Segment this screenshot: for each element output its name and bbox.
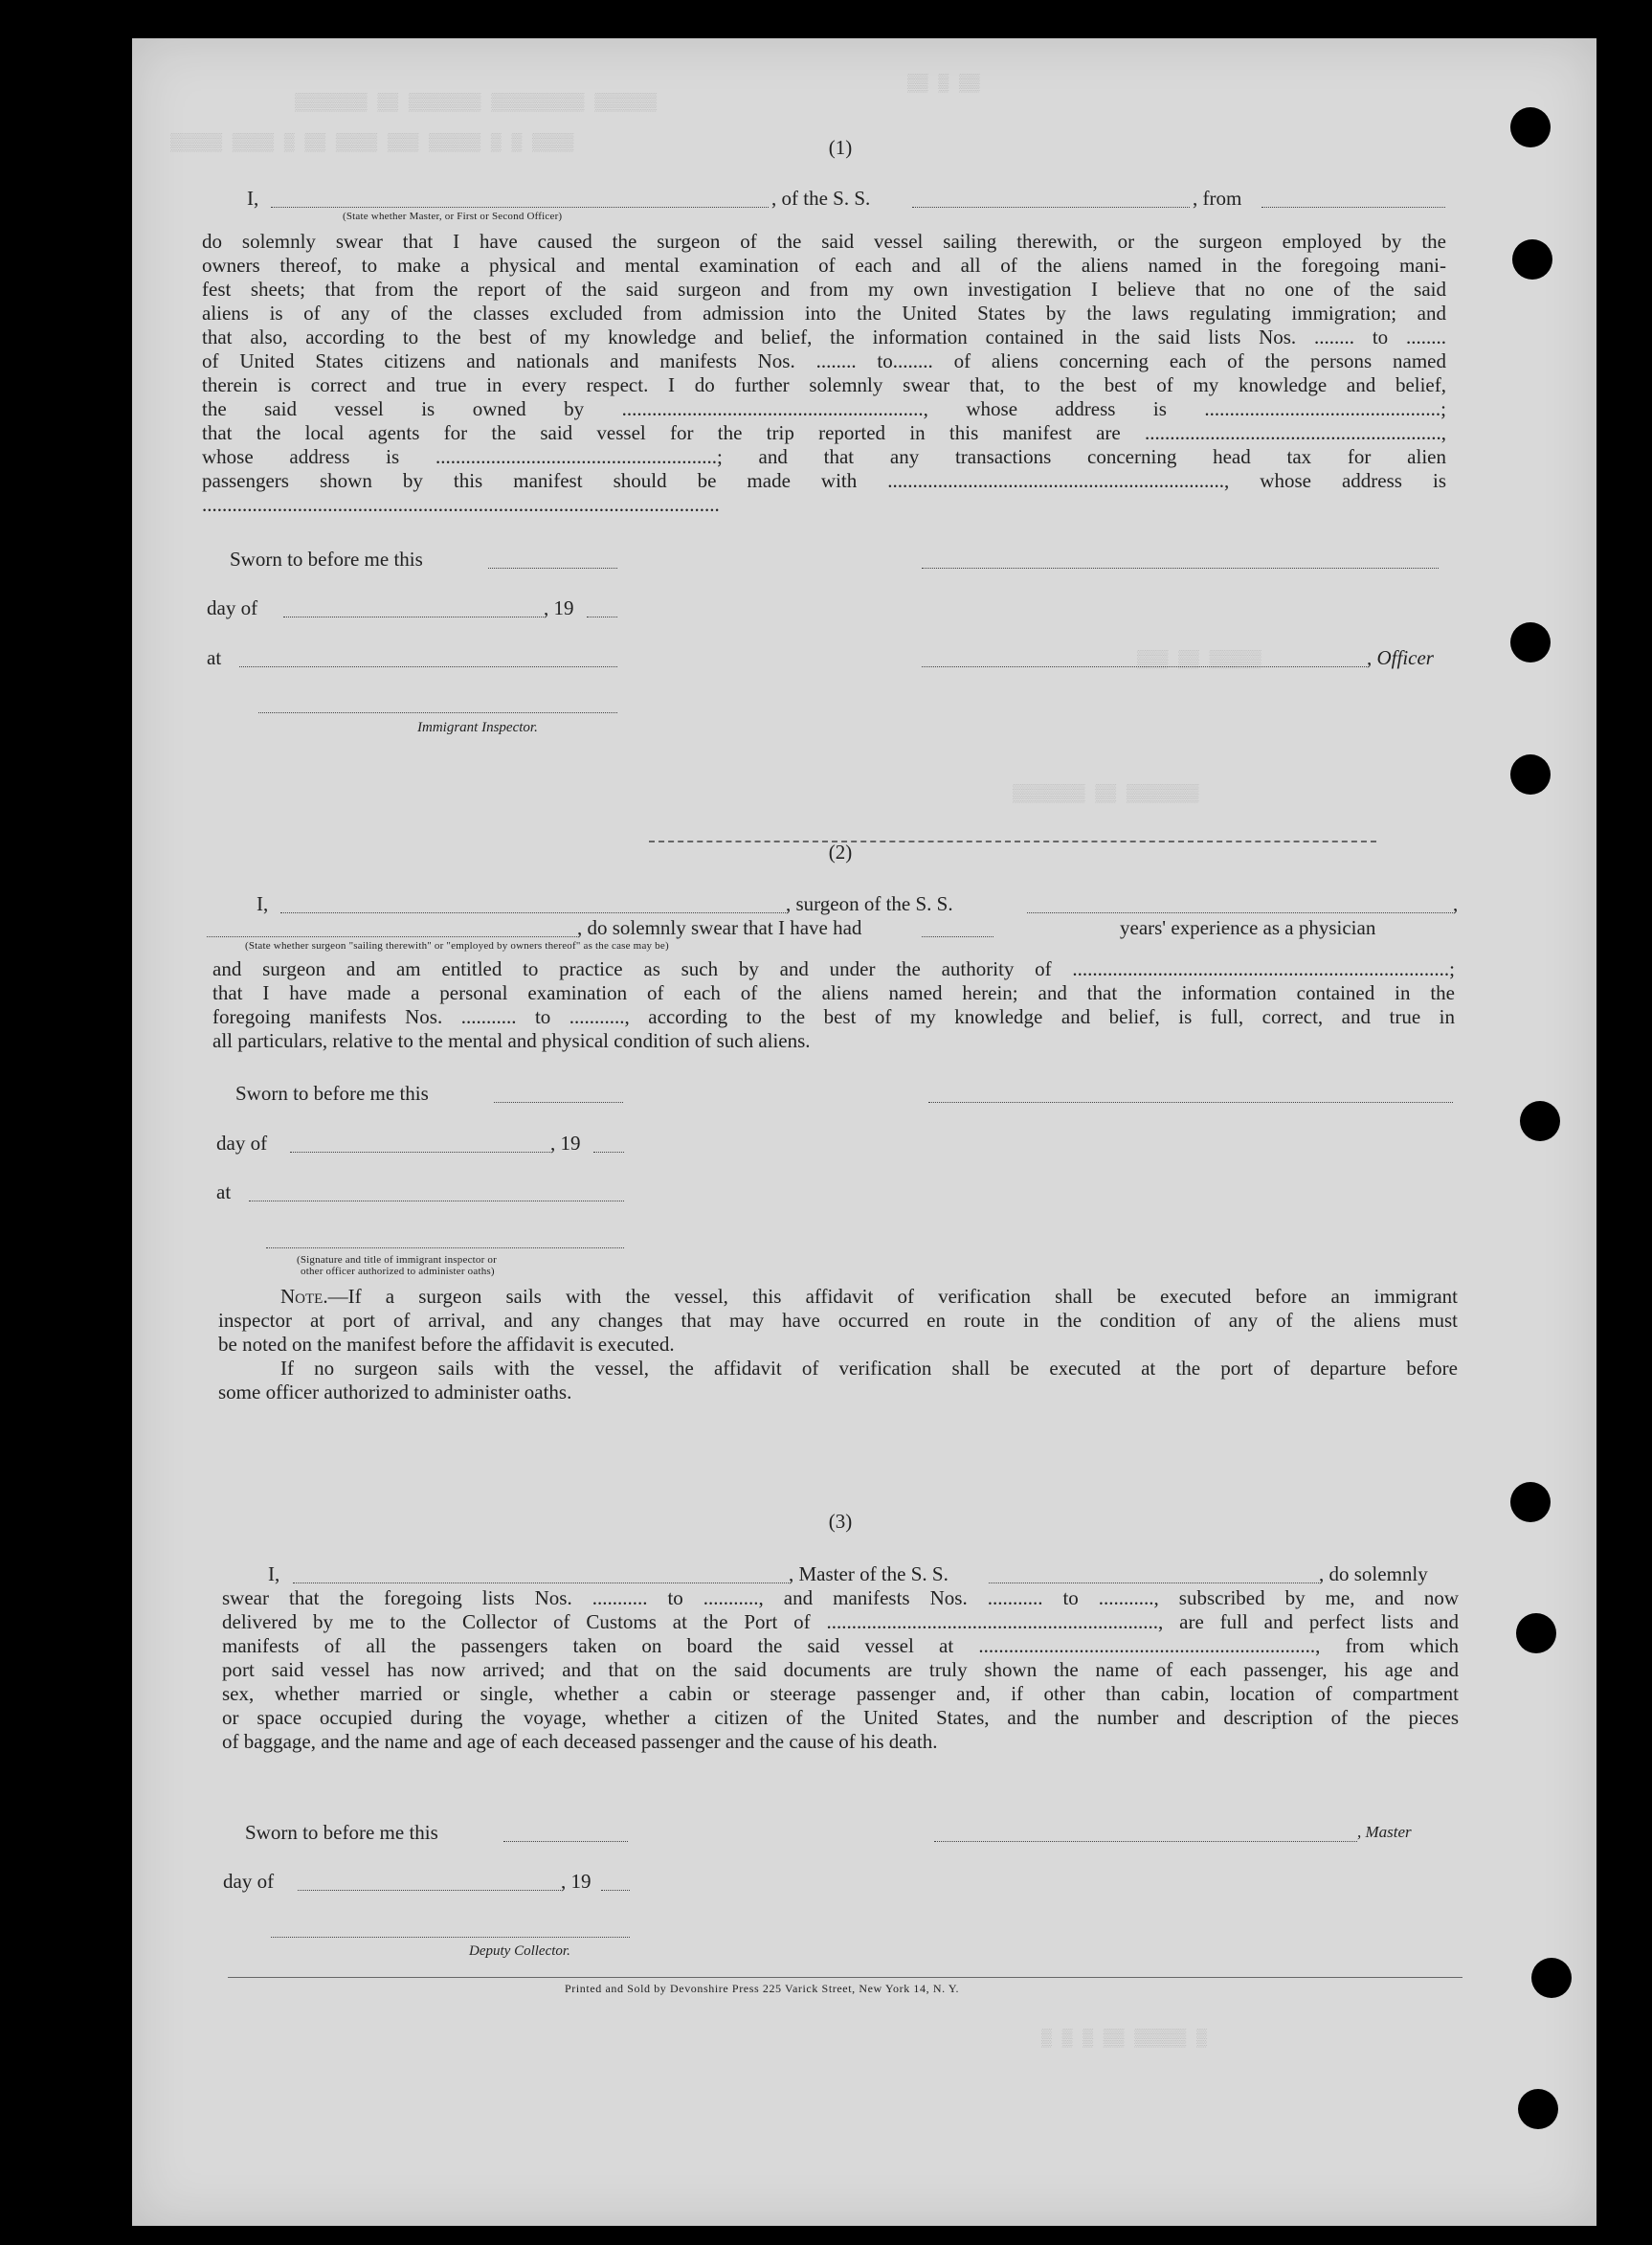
punch-hole (1516, 1613, 1556, 1653)
punch-hole (1520, 1101, 1560, 1141)
punch-hole (1531, 1958, 1572, 1998)
s2-status-field[interactable] (207, 935, 577, 937)
s3-para-line: or space occupied during the voyage, whether a citizen of the United States, and the number and description of the pieces (222, 1706, 1459, 1729)
s3-day-of-label: day of (223, 1870, 275, 1893)
s1-sworn-label: Sworn to before me this (230, 548, 423, 571)
s2-comma: , (1453, 892, 1459, 915)
s2-vessel-field[interactable] (1027, 911, 1453, 913)
s2-para-line: that I have made a personal examination of each of the aliens named herein; and that the information contained in the (212, 981, 1455, 1004)
s1-para-line: that the local agents for the said vessel for the trip reported in this manifest are ..........................................................., (202, 421, 1446, 444)
s2-solemnly: , do solemnly swear that I have had (577, 916, 862, 939)
punch-hole (1510, 1482, 1551, 1522)
s3-vessel-field[interactable] (989, 1582, 1319, 1583)
s3-para-line: delivered by me to the Collector of Customs at the Port of .................................................................., are full and perfect lists and (222, 1610, 1459, 1633)
document-page (132, 38, 1596, 2226)
s2-para-line: all particulars, relative to the mental and physical condition of such aliens. (212, 1029, 811, 1052)
s2-note-text: —If a surgeon sails with the vessel, this affidavit of verification shall be executed before an immigrant (327, 1285, 1458, 1308)
s1-line1-i: I, (247, 187, 259, 210)
s3-para-line: manifests of all the passengers taken on board the said vessel at ..................................................................., from which (222, 1634, 1459, 1657)
s3-solemnly: , do solemnly (1319, 1562, 1428, 1585)
punch-hole (1510, 754, 1551, 795)
s2-line2-caption: (State whether surgeon "sailing therewith" or "employed by owners thereof" as the case may be) (245, 940, 669, 952)
s2-para-line: and surgeon and am entitled to practice as such by and under the authority of ...........................................................................; (212, 957, 1455, 980)
s2-note-line: some officer authorized to administer oaths. (218, 1381, 572, 1403)
s1-para-line: the said vessel is owned by ............................................................, whose address is ...............................................; (202, 397, 1446, 420)
s1-signature-field[interactable] (922, 567, 1439, 569)
s1-vessel-name-field[interactable] (912, 206, 1190, 208)
s1-officer-name-field[interactable] (271, 206, 769, 208)
s3-nineteen: , 19 (561, 1870, 592, 1893)
s2-note-line: be noted on the manifest before the affidavit is executed. (218, 1333, 675, 1356)
s3-day-field[interactable] (298, 1889, 561, 1891)
punch-hole (1510, 107, 1551, 147)
s2-note-line: If no surgeon sails with the vessel, the affidavit of verification shall be executed at the port of departure before (280, 1357, 1458, 1380)
s3-master-sign-field[interactable] (934, 1840, 1357, 1842)
s1-para-line: therein is correct and true in every respect. I do further solemnly swear that, to the best of my knowledge and belief, (202, 373, 1446, 396)
s1-officer-sign-field[interactable] (922, 665, 1367, 667)
s1-para-line: do solemnly swear that I have caused the surgeon of the said vessel sailing therewith, or the surgeon employed by the (202, 230, 1446, 253)
bleed-through-text: ▒▒▒▒▒ ▒▒▒▒ ▒ ▒▒ ▒▒▒▒ ▒▒▒ ▒▒▒▒▒ ▒ ▒ ▒▒▒▒ (170, 134, 574, 153)
s3-year-field[interactable] (601, 1889, 630, 1891)
s2-years-label: years' experience as a physician (1120, 916, 1376, 939)
s2-day-field[interactable] (290, 1151, 550, 1153)
s3-sworn-field[interactable] (503, 1840, 628, 1842)
s1-from-field[interactable] (1261, 206, 1445, 208)
s3-para-line: swear that the foregoing lists Nos. ........... to ..........., and manifests Nos. ........... to ..........., subscribed by me, and now (222, 1586, 1459, 1609)
s2-para-line: foregoing manifests Nos. ........... to ..........., according to the best of my knowledge and belief, is full, correct, and true in (212, 1005, 1455, 1028)
s2-day-of-label: day of (216, 1132, 268, 1155)
s1-year-field[interactable] (587, 616, 617, 617)
s2-note-line: inspector at port of arrival, and any changes that may have occurred en route in the condition of any of the aliens must (218, 1309, 1458, 1332)
printer-footer: Printed and Sold by Devonshire Press 225 Varick Street, New York 14, N. Y. (565, 1982, 960, 1995)
s1-at-label: at (207, 646, 222, 669)
section3-paragraph (222, 1586, 1459, 1754)
s2-surgeon-name-field[interactable] (280, 911, 786, 913)
bleed-through-text: ▒▒ ▒ ▒▒ (907, 75, 980, 94)
s1-officer-label: , Officer (1367, 646, 1434, 669)
s3-sworn-label: Sworn to before me this (245, 1821, 438, 1844)
s2-line1-i: I, (257, 892, 269, 915)
s3-master-label: , Master (1357, 1823, 1412, 1841)
s1-para-line: owners thereof, to make a physical and mental examination of each and all of the aliens named in the foregoing mani- (202, 254, 1446, 277)
s1-para-line: ....................................................................................................... (202, 493, 720, 516)
s1-para-line: whose address is ........................................................; and that any transactions concerning head tax for alien (202, 445, 1446, 468)
s3-deputy-sign-field[interactable] (271, 1936, 630, 1938)
s2-sig-caption-1: (Signature and title of immigrant inspector or (297, 1254, 497, 1266)
s3-master-name-field[interactable] (293, 1582, 789, 1583)
s2-note-line (218, 1285, 1458, 1309)
s3-deputy-label: Deputy Collector. (469, 1943, 570, 1959)
note-label: Note. (280, 1285, 328, 1308)
s3-para-line: of baggage, and the name and age of each deceased passenger and the cause of his death. (222, 1730, 938, 1753)
section1-paragraph (202, 230, 1446, 517)
punch-hole (1512, 239, 1552, 280)
s1-at-field[interactable] (239, 665, 617, 667)
punch-hole (1510, 622, 1551, 662)
s1-sworn-field[interactable] (488, 567, 617, 569)
s2-at-field[interactable] (249, 1200, 624, 1201)
s1-para-line: fest sheets; that from the report of the said surgeon and from my own investigation I believe that no one of the said (202, 278, 1446, 301)
s1-inspector-sign-field[interactable] (258, 711, 617, 713)
s1-para-line: of United States citizens and nationals and manifests Nos. ........ to........ of aliens concerning each of the persons named (202, 349, 1446, 372)
s2-year-field[interactable] (593, 1151, 624, 1153)
bleed-through-text: ▒▒▒▒▒▒▒ ▒▒ ▒▒▒▒▒▒▒ (1013, 785, 1199, 804)
s1-para-line: passengers shown by this manifest should be made with ..................................................................., whose address is (202, 469, 1446, 492)
s1-nineteen: , 19 (544, 596, 574, 619)
section2-number: (2) (828, 841, 853, 864)
s1-line1-caption: (State whether Master, or First or Second Officer) (343, 211, 563, 222)
section2-paragraph (212, 957, 1455, 1053)
s1-inspector-label: Immigrant Inspector. (417, 720, 538, 735)
s2-signature-field[interactable] (928, 1101, 1453, 1103)
s2-sig-caption-2: other officer authorized to administer oaths) (301, 1266, 495, 1277)
s1-para-line: that also, according to the best of my knowledge and belief, the information contained in the said lists Nos. ........ to ........ (202, 326, 1446, 348)
section2-note (218, 1285, 1458, 1404)
s1-of-ss: , of the S. S. (771, 187, 871, 210)
bleed-through-text: ▒ ▒ ▒ ▒▒ ▒▒▒▒▒ ▒ (1041, 2030, 1207, 2049)
s3-para-line: sex, whether married or single, whether a cabin or steerage passenger and, if other than cabin, location of compartment (222, 1682, 1459, 1705)
s2-at-label: at (216, 1180, 232, 1203)
bleed-through-text: ▒▒▒▒▒▒▒ ▒▒ ▒▒▒▒▒▒▒ ▒▒▒▒▒▒▒▒▒ ▒▒▒▒▒▒ (295, 94, 658, 113)
s2-surgeon-of-ss: , surgeon of the S. S. (786, 892, 953, 915)
s3-master-of-ss: , Master of the S. S. (789, 1562, 949, 1585)
s2-nineteen: , 19 (550, 1132, 581, 1155)
s3-para-line: port said vessel has now arrived; and that on the said documents are truly shown the name of each passenger, his age and (222, 1658, 1459, 1681)
s1-day-field[interactable] (283, 616, 544, 617)
punch-hole (1518, 2089, 1558, 2129)
section1-number: (1) (828, 136, 853, 159)
s1-day-of-label: day of (207, 596, 258, 619)
s1-para-line: aliens is of any of the classes excluded from admission into the United States by the laws regulating immigration; and (202, 302, 1446, 325)
s1-from: , from (1193, 187, 1242, 210)
s2-inspector-sign-field[interactable] (266, 1246, 624, 1248)
footer-rule (228, 1977, 1462, 1978)
s3-line1-i: I, (268, 1562, 280, 1585)
section3-number: (3) (828, 1510, 853, 1533)
s2-sworn-field[interactable] (494, 1101, 623, 1103)
s2-years-field[interactable] (922, 935, 993, 937)
bleed-through-text: ▒▒▒ ▒▒ ▒▒▒▒▒ (1137, 651, 1261, 670)
s2-sworn-label: Sworn to before me this (235, 1082, 429, 1105)
